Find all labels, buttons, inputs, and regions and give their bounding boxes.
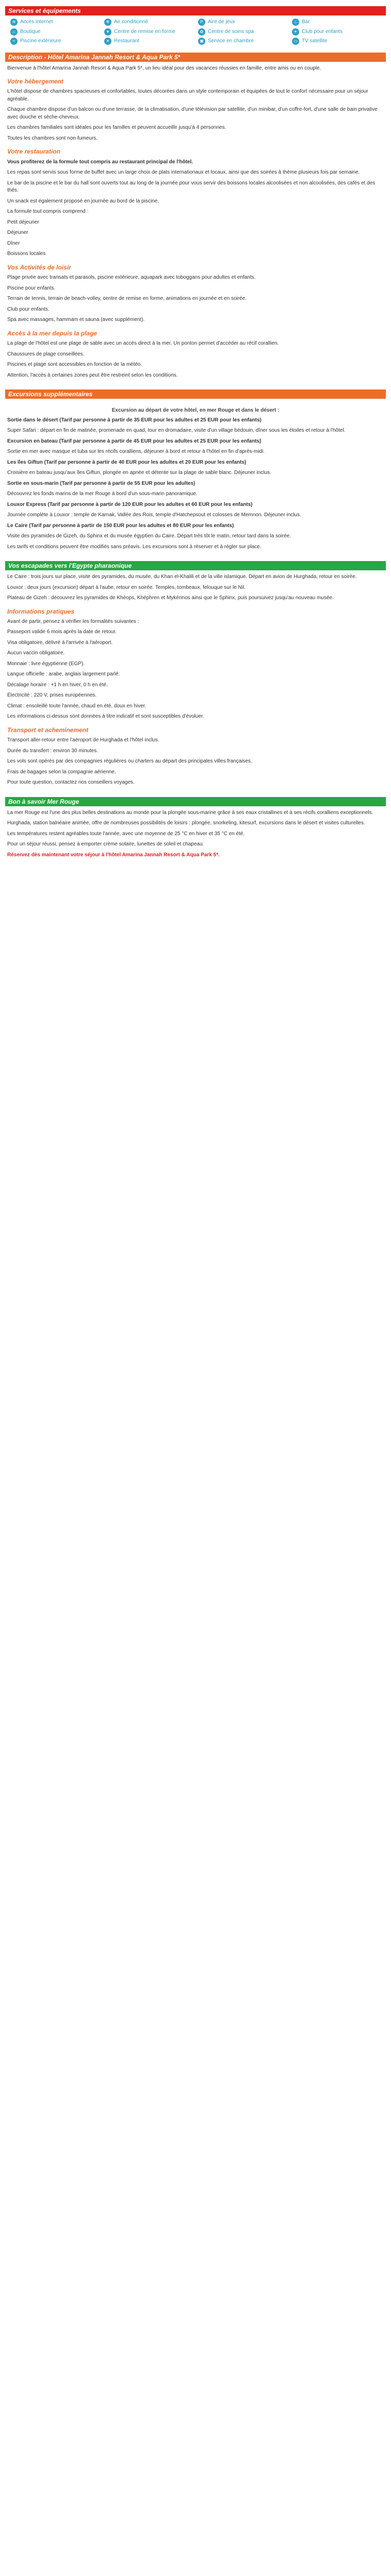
activities-p3: Terrain de tennis, terrain de beach-volley, centre de remise en forme, animations en journée et en soirée.: [7, 296, 247, 302]
service-item: [292, 38, 386, 45]
activities-title: Vos Activités de loisir: [7, 263, 71, 271]
excursion-4-title: Sortie en sous-marin (Tarif par personne à partir de 55 EUR pour les adultes): [7, 480, 196, 486]
excursion-5-title: Louxor Express (Tarif par personne à partir de 120 EUR pour les adultes et 60 EUR pour les enfants): [7, 501, 253, 507]
excursion-2-desc: Sortie en mer avec masque et tuba sur les récifs coralliens, déjeuner à bord et retour à l'hôtel en fin d'après-midi.: [7, 449, 265, 455]
info-title: Informations pratiques: [7, 607, 75, 615]
practical-section: [5, 570, 386, 793]
pool-icon: ≈: [10, 38, 18, 45]
restaurant-p2: Les repas sont servis sous forme de buffet avec un large choix de plats internationaux et locaux, ainsi que des soirées à thème plusieurs fois par semaine.: [7, 170, 360, 176]
transport-title: Transport et acheminement: [7, 726, 89, 734]
excursion-6-desc: Visite des pyramides de Gizeh, du Sphinx et du musée égyptien du Caire. Départ très tôt le matin, retour tard dans la soirée.: [7, 533, 291, 539]
page: [5, 0, 386, 875]
info-item-3: Aucun vaccin obligatoire.: [7, 650, 65, 656]
stay-p4: Pour un séjour réussi, pensez à emporter crème solaire, lunettes de soleil et chapeau.: [7, 841, 204, 848]
activities-p5: Spa avec massages, hammam et sauna (avec supplément).: [7, 317, 145, 323]
stay-p3: Les températures restent agréables toute l'année, avec une moyenne de 25 °C en hiver et 35 °C en été.: [7, 831, 245, 837]
restaurant-item-4: Boissons locales: [7, 251, 46, 257]
info-item-2: Visa obligatoire, délivré à l'arrivée à l'aéroport.: [7, 639, 113, 646]
accommodation-p4: Toutes les chambres sont non-fumeurs.: [7, 135, 98, 141]
restaurant-item-2: Déjeuner: [7, 230, 28, 236]
practical-p1: Le Caire : trois jours sur place, visite des pyramides, du musée, du Khan el-Khalili et de la ville islamique. Départ en avion de Hurghada, retour en soirée.: [7, 574, 357, 580]
fitness-icon: ♥: [104, 28, 111, 36]
info-item-4: Monnaie : livre égyptienne (EGP).: [7, 660, 85, 667]
service-item: [104, 19, 198, 26]
parking-icon: P: [198, 19, 205, 26]
info-note: Les informations ci-dessus sont données à titre indicatif et sont susceptibles d'évoluer.: [7, 714, 204, 720]
service-item: [292, 19, 386, 26]
service-item: [10, 19, 104, 26]
stay-banner: Bon à savoir Mer Rouge: [5, 797, 386, 806]
ac-icon: ❄: [104, 19, 111, 26]
accommodation-p2: Chaque chambre dispose d'un balcon ou d'une terrasse, de la climatisation, d'une télévision par satellite, d'un minibar, d'un coffre-fort, d'une salle de bain privative avec douche et sèche-cheveux.: [7, 107, 378, 120]
excursions-intro: Excursion au départ de votre hôtel, en mer Rouge et dans le désert :: [111, 408, 280, 414]
practical-p3: Plateau de Gizeh : découvrez les pyramides de Khéops, Khéphren et Mykérinos ainsi que le Sphinx, puis poursuivez jusqu'au nouveau musée.: [7, 595, 334, 601]
stay-p2: Hurghada, station balnéaire animée, offre de nombreuses possibilités de loisirs : plongée, snorkeling, kitesurf, excursions dans le désert et visites culturelles.: [7, 820, 365, 826]
info-item-7: Électricité : 220 V, prises européennes.: [7, 692, 97, 699]
room-icon: ▣: [198, 38, 205, 45]
service-label: Centre de soins spa: [208, 28, 254, 35]
service-item: [10, 38, 104, 45]
excursions-note: Les tarifs et conditions peuvent être modifiés sans préavis. Les excursions sont à réserver et à régler sur place.: [7, 544, 262, 550]
restaurant-icon: ✕: [104, 38, 111, 45]
excursion-1-desc: Super Safari : départ en fin de matinée, promenade en quad, tour en dromadaire, visite d'un village bédouin, dîner sous les étoiles et retour à l'hôtel.: [7, 428, 346, 434]
restaurant-item-1: Petit déjeuner: [7, 219, 39, 225]
practical-p2: Louxor : deux jours (excursion) départ à l'aube, retour en soirée. Temples, tombeaux, felouque sur le Nil.: [7, 584, 246, 590]
restaurant-title: Votre restauration: [7, 148, 60, 156]
excursion-3-desc: Croisière en bateau jusqu'aux îles Giftun, plongée en apnée et détente sur la plage de sable blanc. Déjeuner inclus.: [7, 470, 271, 476]
accommodation-p3: Les chambres familiales sont idéales pour les familles et peuvent accueillir jusqu'à 4 personnes.: [7, 125, 226, 131]
booking-link[interactable]: Réservez dès maintenant votre séjour à l'hôtel Amarina Jannah Resort & Aqua Park 5*.: [7, 852, 220, 858]
service-item: [292, 28, 386, 36]
sea-access-p3: Piscines et plage sont accessibles en fonction de la météo.: [7, 362, 142, 368]
tv-icon: ▭: [292, 38, 299, 45]
excursion-6-title: Le Caire (Tarif par personne à partir de 150 EUR pour les adultes et 80 EUR pour les enfants): [7, 522, 234, 529]
excursion-2-title: Excursion en bateau (Tarif par personne à partir de 45 EUR pour les adultes et 25 EUR pour les enfants): [7, 438, 262, 444]
service-item: [198, 19, 292, 26]
spa-icon: ✿: [198, 28, 205, 36]
service-label: Piscine extérieure: [20, 38, 61, 44]
service-label: Accès internet: [20, 19, 53, 25]
service-label: Boutique: [20, 28, 41, 35]
info-item-1: Passeport valide 6 mois après la date de retour.: [7, 629, 117, 635]
activities-p2: Piscine pour enfants.: [7, 285, 56, 291]
service-label: Centre de remise en forme: [114, 28, 175, 35]
service-label: Club pour enfants: [302, 28, 343, 35]
wifi-icon: ≋: [10, 19, 18, 26]
service-label: Air conditionné: [114, 19, 149, 25]
info-item-6: Décalage horaire : +1 h en hiver, 0 h en été.: [7, 682, 108, 688]
service-item: [104, 28, 198, 36]
service-item: [198, 28, 292, 36]
stay-section: [5, 806, 386, 866]
restaurant-p4: Un snack est également proposé en journée au bord de la piscine.: [7, 198, 159, 204]
service-label: Service en chambre: [208, 38, 254, 44]
sea-access-title: Accès à la mer depuis la plage: [7, 329, 97, 337]
excursion-3-title: Les îles Giftun (Tarif par personne à partir de 40 EUR pour les adultes et 20 EUR pour les enfants): [7, 459, 247, 465]
accommodation-p1: L'hôtel dispose de chambres spacieuses et confortables, toutes décorées dans un style contemporain et équipées de tout le confort nécessaire pour un séjour agréable.: [7, 89, 368, 102]
excursion-5-desc: Journée complète à Louxor : temple de Karnak, Vallée des Rois, temple d'Hatchepsout et colosses de Memnon. Déjeuner inclus.: [7, 512, 301, 518]
transport-p4: Frais de bagages selon la compagnie aérienne.: [7, 769, 116, 775]
club-icon: ✦: [292, 28, 299, 36]
restaurant-item-3: Dîner: [7, 240, 20, 246]
service-label: TV satellite: [302, 38, 328, 44]
info-intro: Avant de partir, pensez à vérifier les formalités suivantes :: [7, 618, 139, 624]
transport-p2: Durée du transfert : environ 30 minutes.: [7, 748, 99, 754]
excursion-1-title: Sortie dans le désert (Tarif par personne à partir de 35 EUR pour les adultes et 25 EUR pour les enfants): [7, 417, 262, 423]
restaurant-p1: Vous profiterez de la formule tout compris au restaurant principal de l'hôtel.: [7, 159, 193, 165]
service-item: [104, 38, 198, 45]
sea-access-p2: Chaussures de plage conseillées.: [7, 351, 85, 357]
description-section: [5, 62, 386, 386]
description-banner: Description - Hôtel Amarina Jannah Resort & Aqua Park 5*: [5, 53, 386, 62]
services-grid: [5, 15, 386, 48]
practical-banner: Vos escapades vers l'Egypte pharaonique: [5, 561, 386, 570]
service-label: Bar: [302, 19, 310, 25]
description-intro: Bienvenue à l'hôtel Amarina Jannah Resort & Aqua Park 5*, un lieu idéal pour des vacances réussies en famille, entre amis ou en couple.: [7, 65, 321, 71]
shop-icon: ⌂: [10, 28, 18, 36]
transport-p5: Pour toute question, contactez nos conseillers voyages.: [7, 779, 135, 786]
bar-icon: ♨: [292, 19, 299, 26]
transport-p1: Transport aller-retour entre l'aéroport de Hurghada et l'hôtel inclus.: [7, 737, 159, 743]
service-label: Aire de jeux: [208, 19, 235, 25]
services-banner: Services et équipements: [5, 6, 386, 15]
activities-p1: Plage privée avec transats et parasols, piscine extérieure, aquapark avec toboggans pour adultes et enfants.: [7, 275, 256, 281]
sea-access-p4: Attention, l'accès à certaines zones peut être restreint selon les conditions.: [7, 372, 178, 378]
service-label: Restaurant: [114, 38, 139, 44]
info-item-5: Langue officielle : arabe, anglais largement parlé.: [7, 671, 120, 677]
stay-p1: La mer Rouge est l'une des plus belles destinations au monde pour la plongée sous-marine grâce à ses eaux cristallines et à ses récifs coralliens exceptionnels.: [7, 809, 373, 816]
excursions-banner: Excursions supplémentaires: [5, 389, 386, 399]
service-item: [10, 28, 104, 36]
service-item: [198, 38, 292, 45]
accommodation-title: Votre hébergement: [7, 78, 63, 85]
excursions-section: [5, 399, 386, 557]
restaurant-p3: Le bar de la piscine et le bar du hall sont ouverts tout au long de la journée pour vous servir des boissons locales alcoolisées et non alcoolisées, des cafés et des thés.: [7, 180, 376, 194]
activities-p4: Club pour enfants.: [7, 306, 50, 312]
transport-p3: Les vols sont opérés par des compagnies régulières ou charters au départ des principales villes françaises.: [7, 758, 252, 765]
excursion-4-desc: Découvrez les fonds marins de la mer Rouge à bord d'un sous-marin panoramique.: [7, 491, 198, 497]
restaurant-list-title: La formule tout compris comprend :: [7, 209, 89, 215]
info-item-8: Climat : ensoleillé toute l'année, chaud en été, doux en hiver.: [7, 703, 146, 709]
sea-access-p1: La plage de l'hôtel est une plage de sable avec un accès direct à la mer. Un ponton permet d'accéder au récif corallien.: [7, 341, 279, 347]
